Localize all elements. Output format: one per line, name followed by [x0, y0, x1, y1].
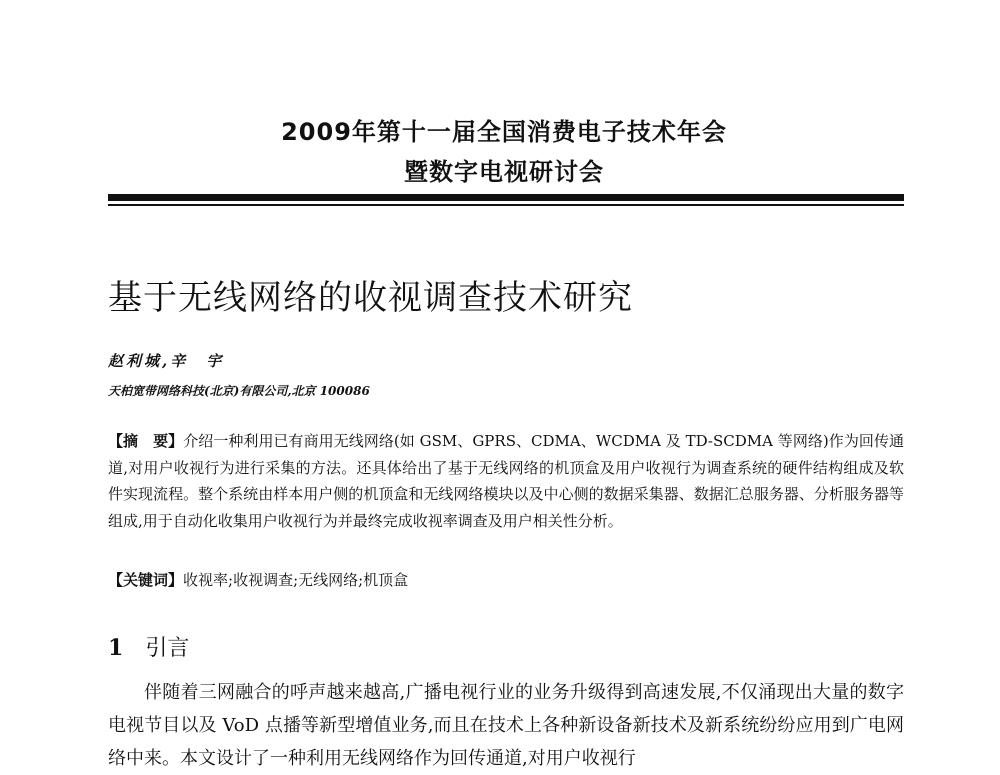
keywords-line	[108, 567, 904, 593]
abstract-text: 介绍一种利用已有商用无线网络(如 GSM、GPRS、CDMA、WCDMA 及 TD-SCDMA 等网络)作为回传通道,对用户收视行为进行采集的方法。还具体给出了基于无线网络的机顶盒及用户收视行为调查系统的硬件结构组成及软件实现流程。整个系统由样本用户侧的机顶盒和无线网络模块以及中心侧的数据采集器、数据汇总服务器、分析服务器等组成,用于自动化收集用户收视行为并最终完成收视率调查及用户相关性分析。	[108, 432, 904, 530]
conference-title-line1: 2009年第十一届全国消费电子技术年会	[281, 118, 727, 146]
header-rule-thin	[108, 204, 904, 206]
section-heading	[108, 632, 189, 665]
keywords-text: 收视率;收视调查;无线网络;机顶盒	[183, 571, 409, 589]
keywords-label: 【关键词】	[108, 571, 184, 589]
abstract-label: 【摘 要】	[108, 432, 184, 450]
paper-authors: 赵利城,辛 宇	[108, 352, 225, 370]
conference-title-line2: 暨数字电视研讨会	[404, 158, 604, 186]
header-rule-thick	[108, 194, 904, 201]
paper-title: 基于无线网络的收视调查技术研究	[108, 278, 633, 318]
abstract-paragraph	[108, 428, 904, 534]
paper-affiliation: 天柏宽带网络科技(北京)有限公司,北京 100086	[108, 384, 370, 398]
section-number: 1	[108, 635, 124, 661]
section-body-text: 伴随着三网融合的呼声越来越高,广播电视行业的业务升级得到高速发展,不仅涌现出大量的数字电视节目以及 VoD 点播等新型增值业务,而且在技术上各种新设备新技术及新系统纷纷应用到广电网络中来。本文设计了一种利用无线网络作为回传通道,对用户收视行	[108, 682, 904, 769]
section-title: 引言	[145, 636, 190, 661]
